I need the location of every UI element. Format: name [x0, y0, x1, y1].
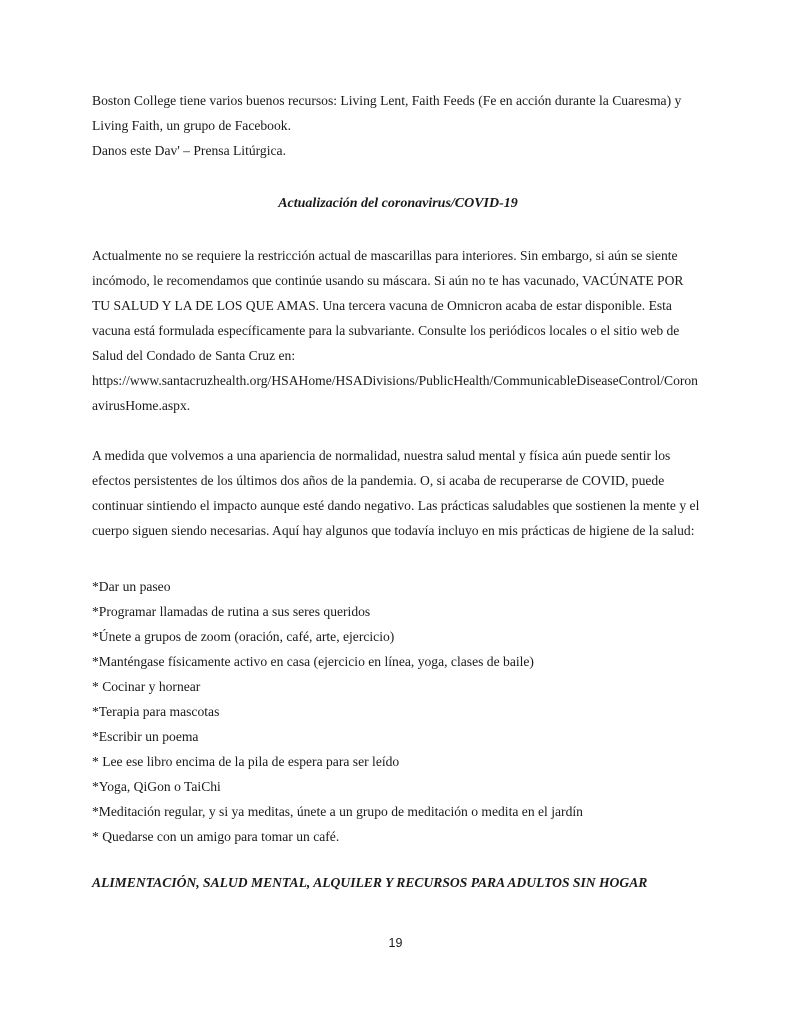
list-item: * Cocinar y hornear: [92, 679, 201, 694]
health-practices-list: [92, 574, 704, 849]
list-item: *Terapia para mascotas: [92, 704, 220, 719]
list-item: * Lee ese libro encima de la pila de espera para ser leído: [92, 754, 400, 769]
list-item: *Dar un paseo: [92, 579, 171, 594]
covid-update-heading: Actualización del coronavirus/COVID-19: [278, 196, 518, 211]
liturgica-line: Danos este Dav' – Prensa Litúrgica.: [92, 143, 286, 158]
list-item: *Yoga, QiGon o TaiChi: [92, 779, 221, 794]
list-item: *Escribir un poema: [92, 729, 199, 744]
document-content: [92, 88, 704, 895]
list-item: * Quedarse con un amigo para tomar un café.: [92, 829, 340, 844]
list-item: *Programar llamadas de rutina a sus seres queridos: [92, 604, 371, 619]
intro-paragraph: Boston College tiene varios buenos recursos: Living Lent, Faith Feeds (Fe en acción durante la Cuaresma) y Living Faith, un grupo de Facebook.: [92, 93, 682, 133]
covid-paragraph: Actualmente no se requiere la restricción actual de mascarillas para interiores. Sin embargo, si aún se siente incómodo, le recomendamos que continúe usando su máscara. Si aún no te has vacunado, VACÚNATE POR TU SALUD Y LA DE LOS QUE AMAS. Una tercera vacuna de Omnicron acaba de estar disponible. Esta vacuna está formulada específicamente para la subvariante. Consulte los periódicos locales o el sitio web de Salud del Condado de Santa Cruz en: https://www.santacruzhealth.org/HSAHome/HSADivisions/PublicHealth/CommunicableDiseaseControl/CoronavirusHome.aspx.: [92, 248, 698, 413]
mental-health-paragraph: A medida que volvemos a una apariencia de normalidad, nuestra salud mental y física aún puede sentir los efectos persistentes de los últimos dos años de la pandemia. O, si acaba de recuperarse de COVID, puede continuar sintiendo el impacto aunque esté dando negativo. Las prácticas saludables que sostienen la mente y el cuerpo siguen siendo necesarias. Aquí hay algunos que todavía incluyo en mis prácticas de higiene de la salud:: [92, 448, 700, 538]
list-item: *Meditación regular, y si ya meditas, únete a un grupo de meditación o medita en el jardín: [92, 804, 583, 819]
page-number: 19: [388, 936, 403, 950]
resources-heading: ALIMENTACIÓN, SALUD MENTAL, ALQUILER Y RECURSOS PARA ADULTOS SIN HOGAR: [92, 875, 648, 890]
list-item: *Únete a grupos de zoom (oración, café, arte, ejercicio): [92, 629, 395, 644]
list-item: *Manténgase físicamente activo en casa (ejercicio en línea, yoga, clases de baile): [92, 654, 534, 669]
